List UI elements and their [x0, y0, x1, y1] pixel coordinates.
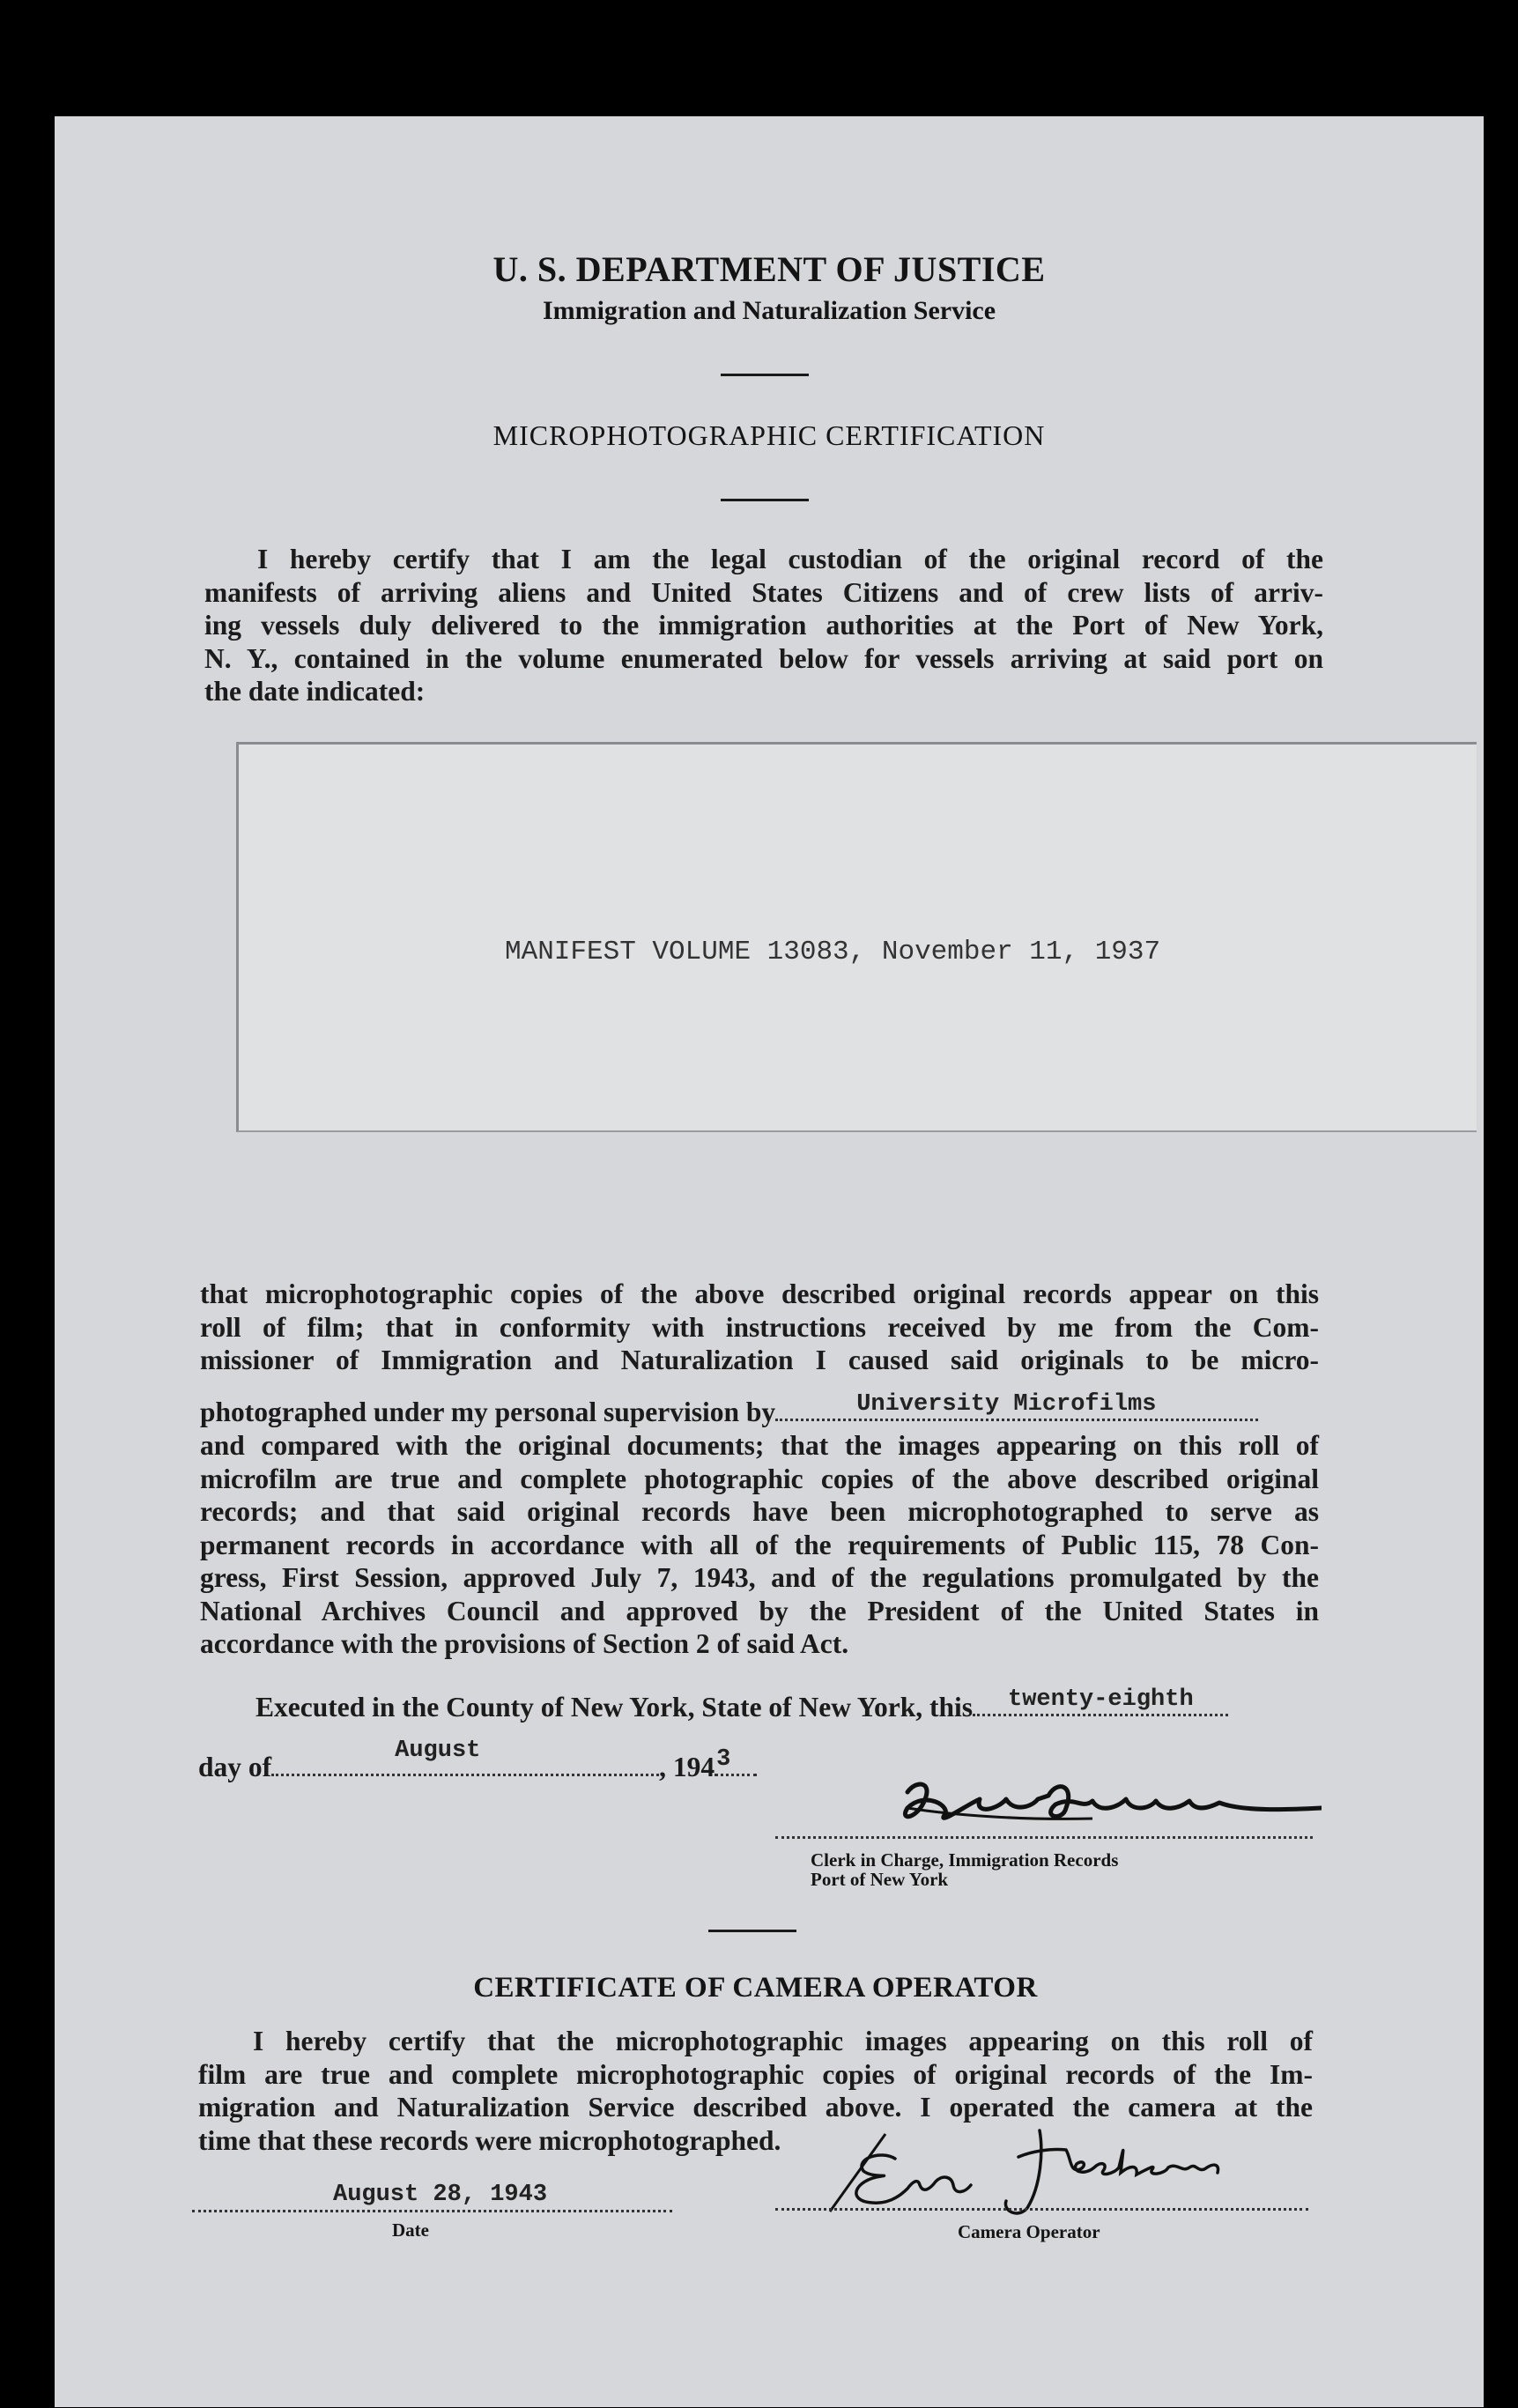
clerk-caption-title: Clerk in Charge, Immigration Records: [811, 1849, 1119, 1871]
body-paragraph-a: [200, 1278, 1319, 1377]
year-prefix: , 194: [659, 1752, 715, 1782]
body-line: that microphotographic copies of the above described original records appear on this: [200, 1278, 1319, 1309]
header-divider: [721, 374, 809, 376]
camera-line: I hereby certify that the microphotographic images appearing on this roll of: [253, 2026, 1313, 2056]
intro-line: manifests of arriving aliens and United States Citizens and of crew lists of arriv-: [204, 576, 1323, 608]
intro-line: I hereby certify that I am the legal custodian of the original record of the: [257, 544, 1323, 574]
title-divider: [721, 499, 809, 501]
camera-date-field: [192, 2180, 672, 2212]
clerk-caption: [811, 1850, 1118, 1889]
camera-line: film are true and complete microphotographic copies of original records of the Im-: [198, 2058, 1313, 2090]
supervision-field: [775, 1391, 1258, 1421]
month-value: August: [395, 1737, 481, 1764]
body-line: National Archives Council and approved by the President of the United States in: [200, 1595, 1319, 1626]
executed-line: [255, 1686, 1228, 1724]
supervision-value: University Microfilms: [856, 1391, 1157, 1418]
day-value: twenty-eighth: [1008, 1686, 1194, 1713]
intro-line: N. Y., contained in the volume enumerated below for vessels arriving at said port on: [204, 642, 1323, 674]
clerk-caption-port: Port of New York: [811, 1869, 949, 1890]
month-field: [271, 1737, 659, 1776]
body-line: microfilm are true and complete photographic copies of the above described original: [200, 1463, 1319, 1494]
intro-paragraph: [204, 543, 1323, 708]
body-line: roll of film; that in conformity with instructions received by me from the Com-: [200, 1311, 1319, 1343]
year-field: [715, 1746, 757, 1776]
clerk-signature: [775, 1773, 1322, 1840]
body-line: and compared with the original documents; that the images appearing on this roll of: [200, 1430, 1319, 1461]
supervision-prefix: photographed under my personal supervision by: [200, 1397, 776, 1427]
body-line: gress, First Session, approved July 7, 1943, and of the regulations promulgated by the: [200, 1562, 1319, 1593]
date-line: [198, 1737, 757, 1784]
body-line: records; and that said original records have been microphotographed to serve as: [200, 1496, 1319, 1527]
form-title: MICROPHOTOGRAPHIC CERTIFICATION: [492, 419, 1046, 451]
year-value: 3: [716, 1746, 731, 1773]
clerk-signature-line: [775, 1836, 1313, 1839]
body-line: missioner of Immigration and Naturalization I caused said originals to be micro-: [200, 1345, 1319, 1375]
volume-label: MANIFEST VOLUME 13083, November 11, 1937: [505, 937, 1161, 967]
intro-line: ing vessels duly delivered to the immigration authorities at the Port of New York,: [204, 610, 1323, 641]
volume-insert: [236, 742, 1477, 1132]
camera-line: time that these records were microphotographed.: [198, 2124, 781, 2156]
camera-line: migration and Naturalization Service described above. I operated the camera at the: [198, 2092, 1313, 2123]
operator-signature: [819, 2123, 1242, 2220]
intro-line: the date indicated:: [204, 676, 426, 707]
camera-divider: [708, 1930, 796, 1932]
service-title: Immigration and Naturalization Service: [542, 296, 996, 325]
supervision-line: [200, 1391, 1319, 1429]
camera-cert-title: CERTIFICATE OF CAMERA OPERATOR: [473, 1972, 1038, 2004]
body-paragraph-b: [200, 1429, 1319, 1661]
day-field: [973, 1686, 1228, 1716]
body-line: permanent records in accordance with all of the requirements of Public 115, 78 Con-: [200, 1529, 1319, 1560]
camera-date-label: Date: [392, 2219, 429, 2241]
operator-signature-line: [775, 2208, 1308, 2211]
body-line: accordance with the provisions of Section 2 of said Act.: [200, 1628, 849, 1659]
department-title: U. S. DEPARTMENT OF JUSTICE: [492, 249, 1046, 289]
camera-date-value: August 28, 1943: [333, 2182, 548, 2208]
operator-label: Camera Operator: [958, 2221, 1100, 2242]
day-of-label: day of: [198, 1752, 272, 1782]
executed-prefix: Executed in the County of New York, State of New York, this: [255, 1692, 974, 1723]
